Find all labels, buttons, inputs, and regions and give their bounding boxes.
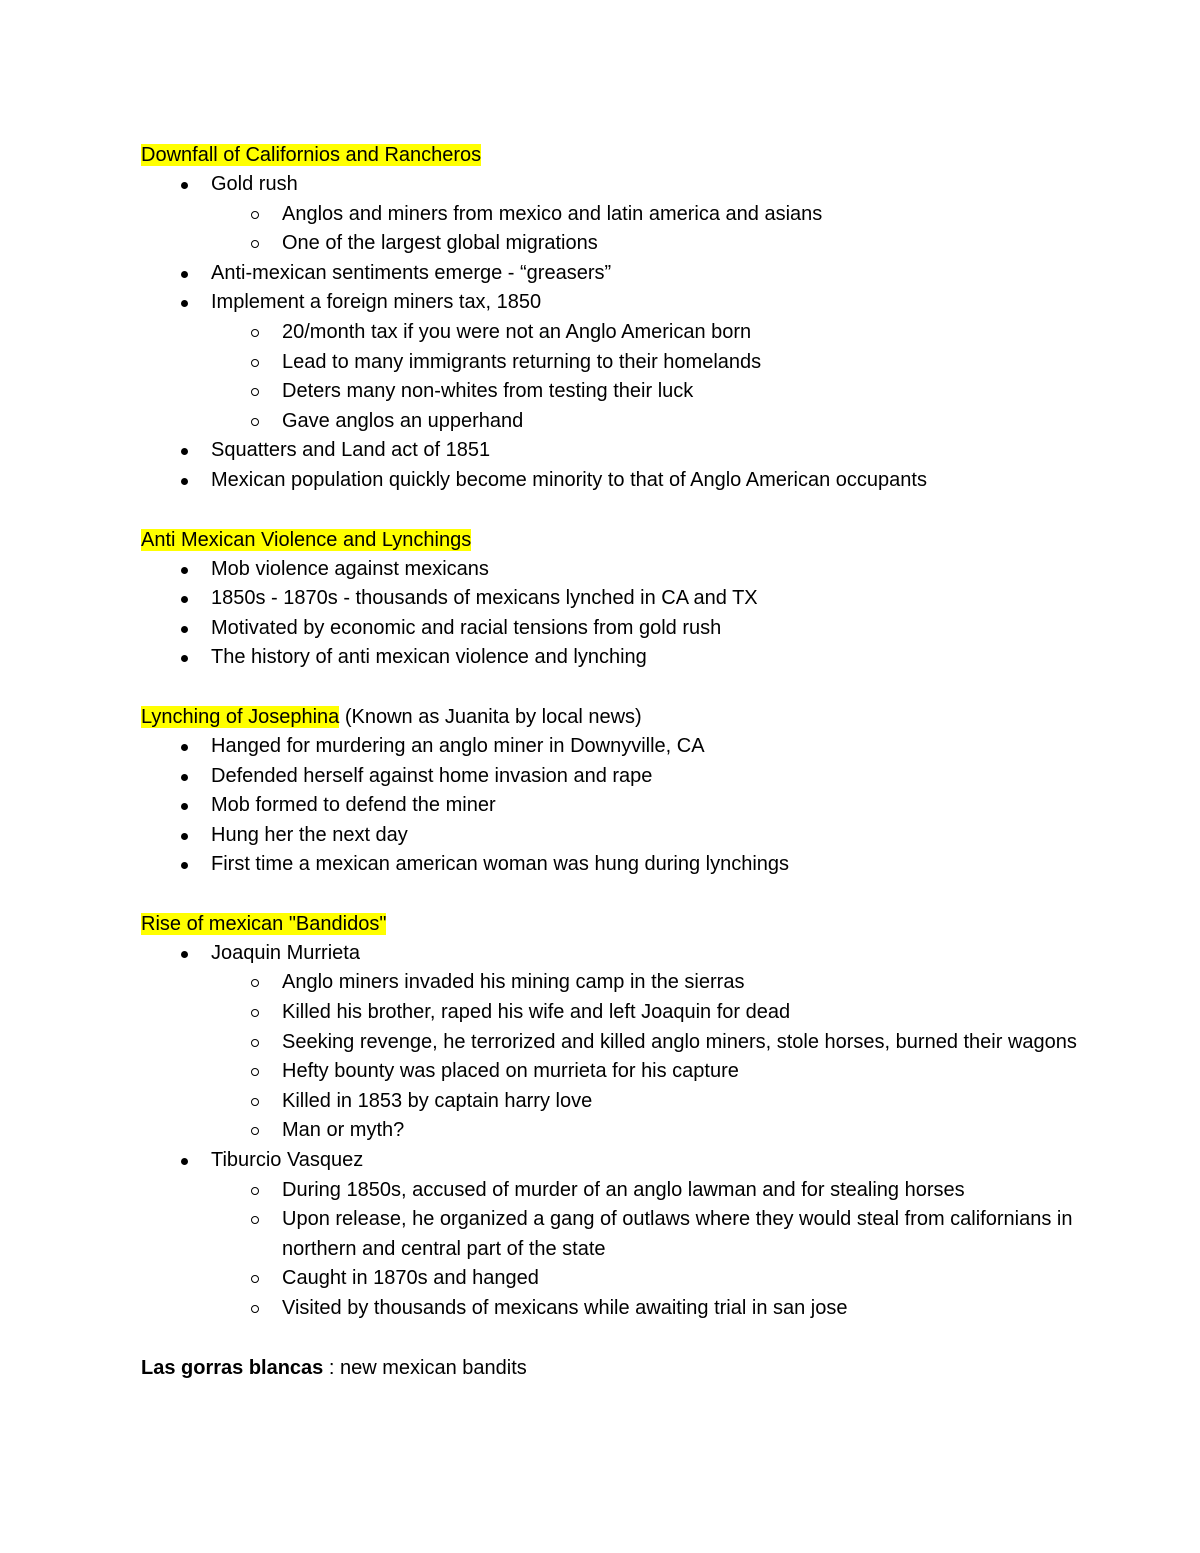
list-item (141, 466, 1081, 496)
sub-list-item (141, 318, 1081, 348)
section (141, 140, 1081, 496)
sub-list-item (141, 1057, 1081, 1087)
heading-suffix: (Known as Juanita by local news) (339, 705, 642, 728)
list-item-text: First time a mexican american woman was hung during lynchings (211, 853, 790, 876)
hollow-bullet-icon (251, 1009, 259, 1017)
hollow-bullet-icon (251, 979, 259, 987)
sub-list-item-text: Gave anglos an upperhand (282, 409, 524, 432)
filled-bullet-icon (181, 182, 188, 189)
filled-bullet-icon (181, 803, 188, 810)
list-item (141, 939, 1081, 1146)
list-item (141, 791, 1081, 821)
list-item-text: Motivated by economic and racial tensions from gold rush (211, 616, 722, 639)
bullet-list (141, 170, 1081, 496)
sub-list-item-text: Man or myth? (282, 1119, 405, 1142)
list-item (141, 584, 1081, 614)
sub-list-item-text: Killed his brother, raped his wife and left Joaquin for dead (282, 1001, 791, 1024)
sub-bullet-list (211, 200, 1081, 259)
sub-list-item (141, 1205, 1081, 1264)
hollow-bullet-icon (251, 1127, 259, 1135)
hollow-bullet-icon (251, 1305, 259, 1313)
sub-list-item-text: Lead to many immigrants returning to their homelands (282, 350, 762, 373)
hollow-bullet-icon (251, 1039, 259, 1047)
sub-list-item (141, 229, 1081, 259)
filled-bullet-icon (181, 596, 188, 603)
footer-line (141, 1353, 1081, 1383)
filled-bullet-icon (181, 478, 188, 485)
list-item-text: Defended herself against home invasion and rape (211, 764, 653, 787)
highlighted-heading-text: Anti Mexican Violence and Lynchings (141, 528, 472, 551)
list-item-text: Tiburcio Vasquez (211, 1149, 364, 1172)
sub-list-item (141, 1028, 1081, 1058)
footer-term: Las gorras blancas (141, 1356, 324, 1379)
list-item (141, 614, 1081, 644)
sub-list-item (141, 1294, 1081, 1324)
filled-bullet-icon (181, 744, 188, 751)
hollow-bullet-icon (251, 1068, 259, 1076)
sub-list-item-text: 20/month tax if you were not an Anglo American born (282, 320, 752, 343)
filled-bullet-icon (181, 1158, 188, 1165)
filled-bullet-icon (181, 567, 188, 574)
list-item (141, 1146, 1081, 1324)
section-heading (141, 140, 1081, 170)
sub-list-item-text: Anglo miners invaded his mining camp in the sierras (282, 971, 745, 994)
sub-list-item (141, 348, 1081, 378)
filled-bullet-icon (181, 774, 188, 781)
sub-list-item-text: Anglos and miners from mexico and latin america and asians (282, 202, 823, 225)
list-item (141, 555, 1081, 585)
list-item-text: Hung her the next day (211, 823, 408, 846)
sub-list-item-text: Hefty bounty was placed on murrieta for his capture (282, 1060, 739, 1083)
bullet-list (141, 939, 1081, 1324)
list-item (141, 288, 1081, 436)
hollow-bullet-icon (251, 359, 259, 367)
list-item (141, 850, 1081, 880)
section (141, 909, 1081, 1324)
list-item (141, 436, 1081, 466)
list-item (141, 170, 1081, 259)
sub-bullet-list (211, 968, 1081, 1146)
hollow-bullet-icon (251, 240, 259, 248)
list-item-text: Hanged for murdering an anglo miner in Downyville, CA (211, 734, 705, 757)
filled-bullet-icon (181, 448, 188, 455)
sub-list-item-text: Deters many non-whites from testing their luck (282, 380, 694, 403)
list-item-text: Mob violence against mexicans (211, 557, 489, 580)
list-item-text: Joaquin Murrieta (211, 941, 360, 964)
list-item (141, 821, 1081, 851)
hollow-bullet-icon (251, 1216, 259, 1224)
bullet-list (141, 555, 1081, 673)
hollow-bullet-icon (251, 211, 259, 219)
filled-bullet-icon (181, 862, 188, 869)
highlighted-heading-text: Downfall of Californios and Rancheros (141, 144, 482, 166)
list-item-text: The history of anti mexican violence and lynching (211, 646, 647, 669)
sub-list-item-text: During 1850s, accused of murder of an anglo lawman and for stealing horses (282, 1178, 965, 1201)
list-item (141, 643, 1081, 673)
list-item-text: Gold rush (211, 173, 298, 195)
hollow-bullet-icon (251, 1187, 259, 1195)
hollow-bullet-icon (251, 388, 259, 396)
highlighted-heading-text: Rise of mexican "Bandidos" (141, 912, 387, 935)
sub-list-item (141, 998, 1081, 1028)
section (141, 525, 1081, 673)
section-heading (141, 525, 1081, 555)
list-item-text: Anti-mexican sentiments emerge - “greasers” (211, 261, 612, 284)
hollow-bullet-icon (251, 418, 259, 426)
sub-list-item (141, 377, 1081, 407)
section-heading (141, 909, 1081, 939)
filled-bullet-icon (181, 626, 188, 633)
hollow-bullet-icon (251, 329, 259, 337)
list-item-text: Implement a foreign miners tax, 1850 (211, 291, 542, 314)
bullet-list (141, 732, 1081, 880)
list-item-text: Squatters and Land act of 1851 (211, 439, 491, 462)
sub-list-item (141, 407, 1081, 437)
filled-bullet-icon (181, 300, 188, 307)
sub-bullet-list (211, 1176, 1081, 1324)
sub-list-item-text: One of the largest global migrations (282, 232, 598, 255)
sub-list-item (141, 1176, 1081, 1206)
sub-list-item (141, 968, 1081, 998)
hollow-bullet-icon (251, 1275, 259, 1283)
sub-list-item-text: Upon release, he organized a gang of outlaws where they would steal from californians in northern and central part of the state (282, 1208, 1073, 1260)
sub-list-item (141, 1264, 1081, 1294)
sub-list-item-text: Seeking revenge, he terrorized and killed anglo miners, stole horses, burned their wagons (282, 1030, 1077, 1053)
filled-bullet-icon (181, 655, 188, 662)
list-item-text: 1850s - 1870s - thousands of mexicans lynched in CA and TX (211, 587, 758, 610)
list-item-text: Mob formed to defend the miner (211, 794, 496, 817)
section (141, 702, 1081, 880)
footer-definition: new mexican bandits (339, 1356, 527, 1379)
sub-list-item (141, 1116, 1081, 1146)
hollow-bullet-icon (251, 1098, 259, 1106)
footer-separator: : (323, 1356, 340, 1379)
highlighted-heading-text: Lynching of Josephina (141, 705, 340, 728)
sub-list-item (141, 200, 1081, 230)
sub-list-item (141, 1087, 1081, 1117)
sub-list-item-text: Caught in 1870s and hanged (282, 1267, 539, 1290)
sub-bullet-list (211, 318, 1081, 436)
list-item (141, 259, 1081, 289)
filled-bullet-icon (181, 951, 188, 958)
section-heading (141, 702, 1081, 732)
document-page (141, 140, 1081, 1383)
sub-list-item-text: Killed in 1853 by captain harry love (282, 1089, 593, 1112)
list-item (141, 732, 1081, 762)
list-item (141, 762, 1081, 792)
sections-container (141, 140, 1081, 1324)
sub-list-item-text: Visited by thousands of mexicans while awaiting trial in san jose (282, 1297, 848, 1319)
filled-bullet-icon (181, 271, 188, 278)
filled-bullet-icon (181, 833, 188, 840)
list-item-text: Mexican population quickly become minority to that of Anglo American occupants (211, 468, 927, 491)
